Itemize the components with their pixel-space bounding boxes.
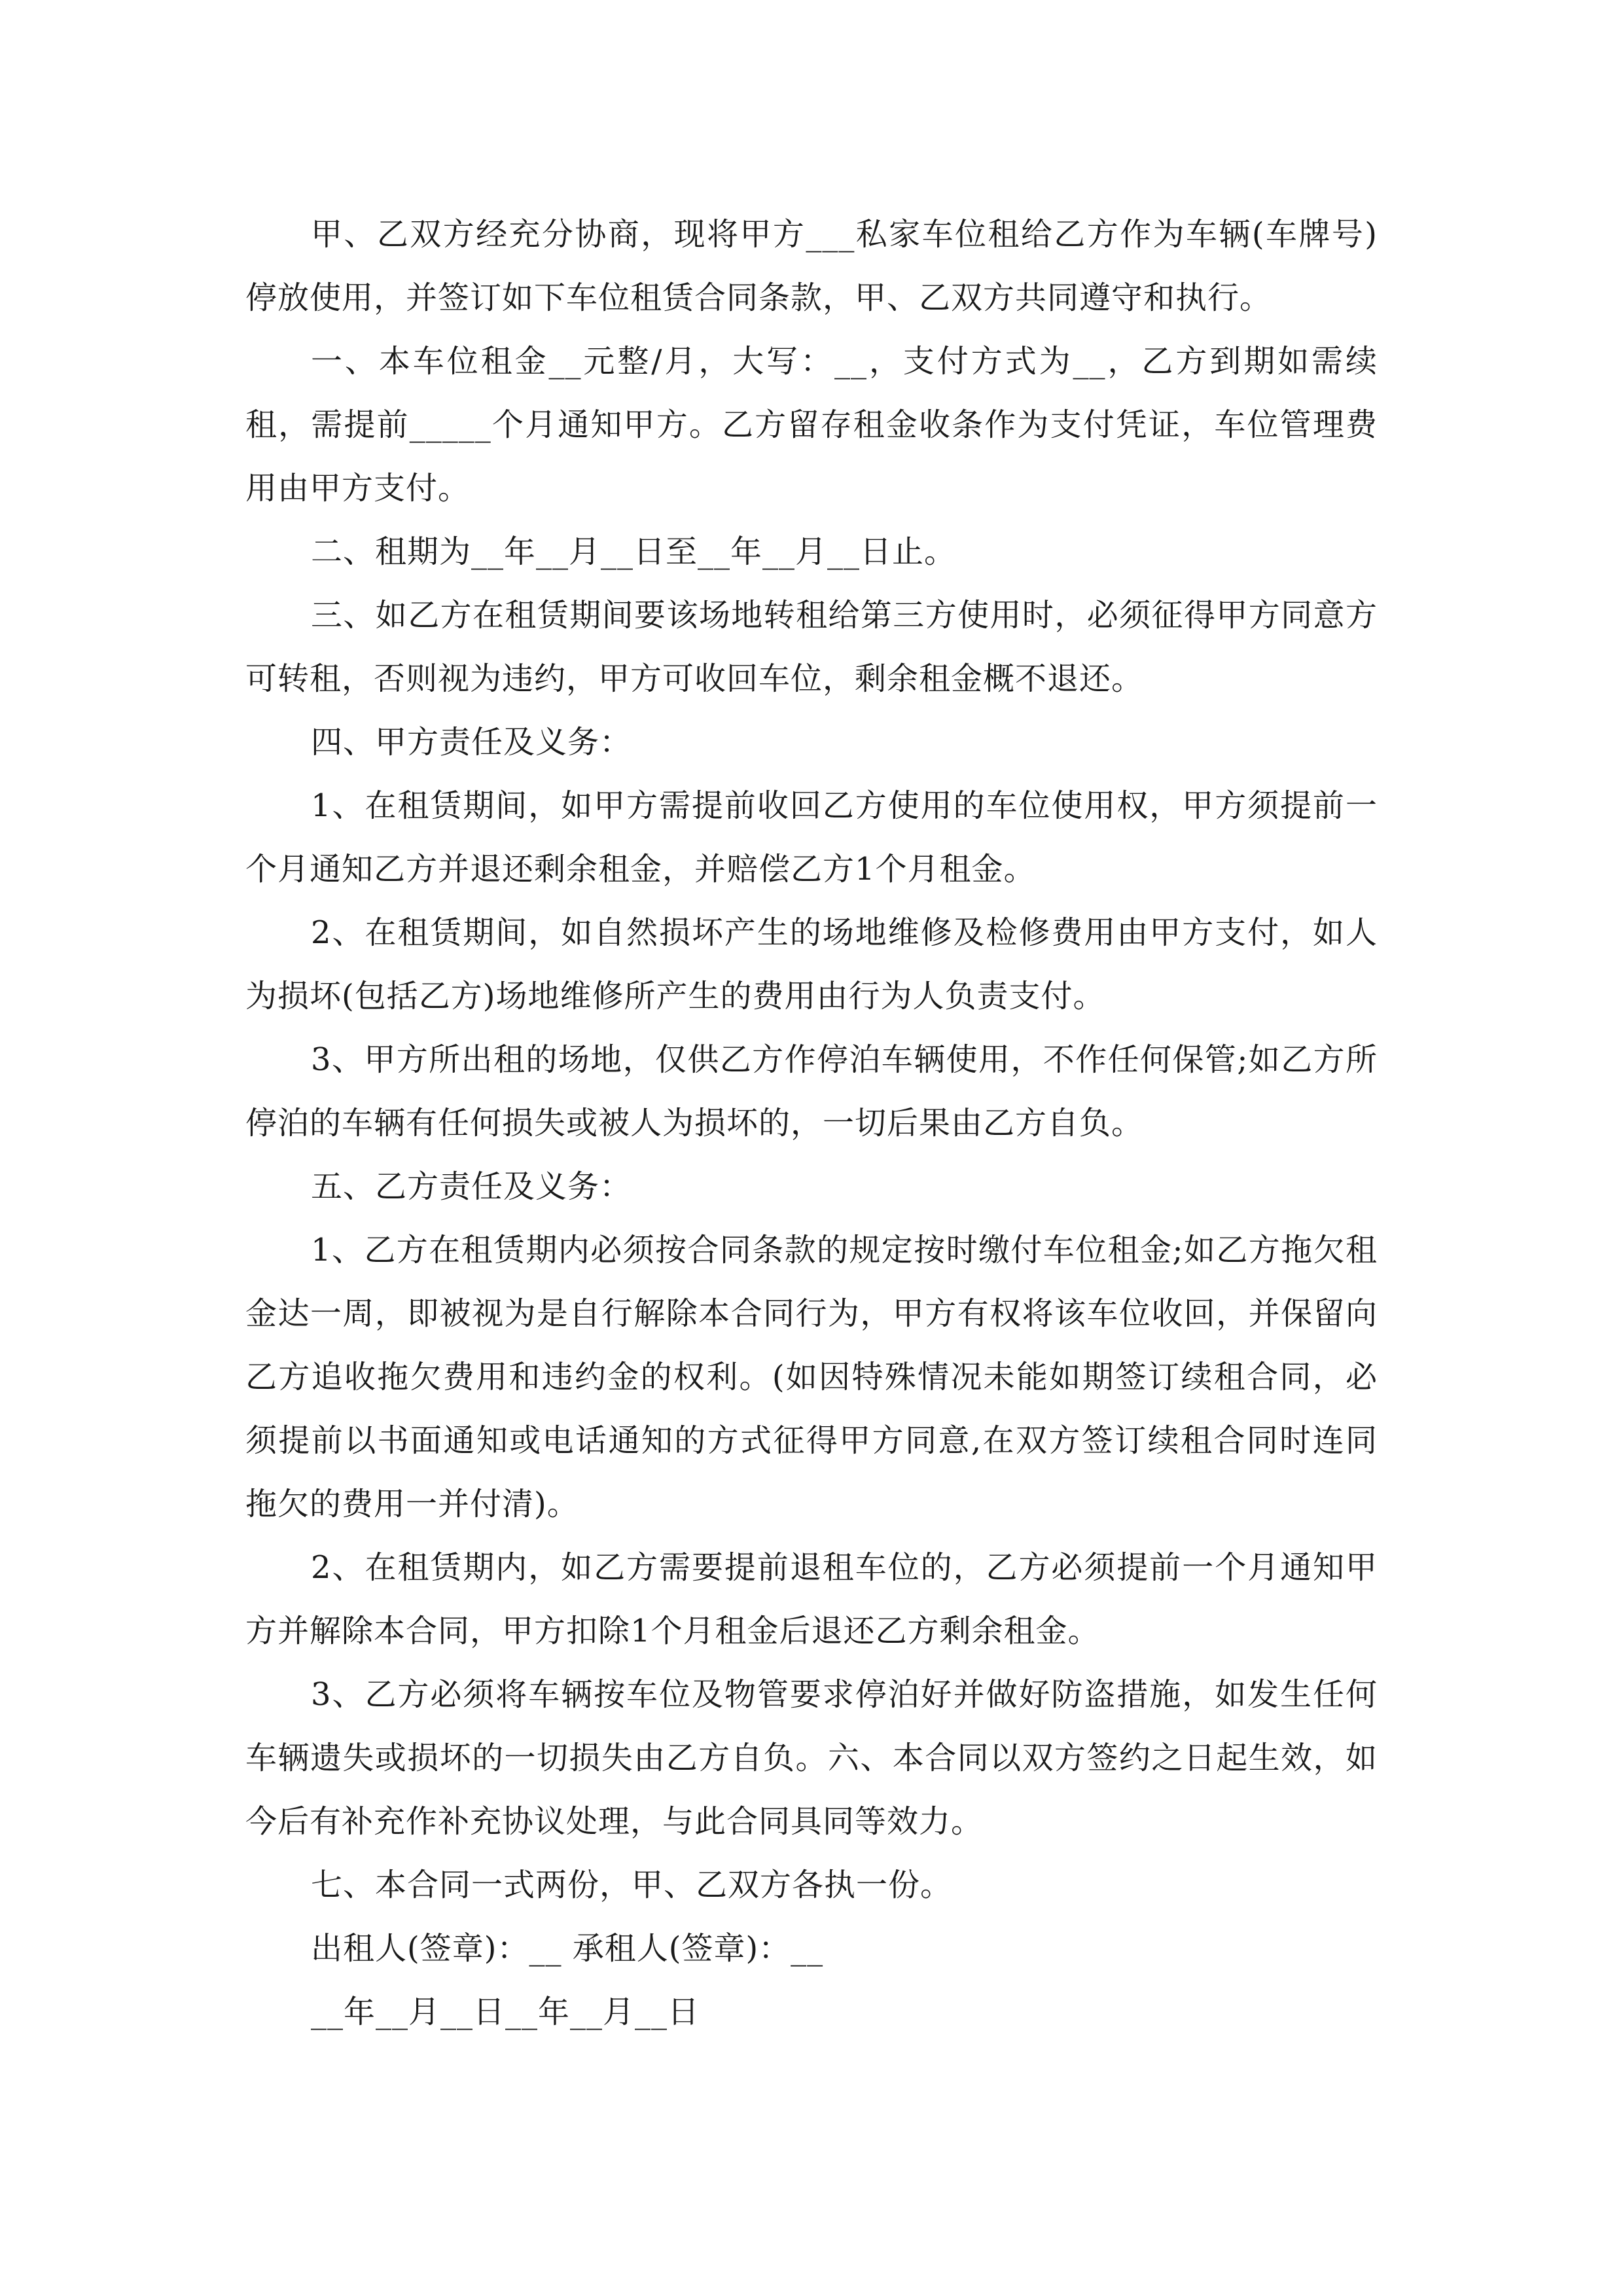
paragraph-party-b-1: 1、乙方在租赁期内必须按合同条款的规定按时缴付车位租金;如乙方拖欠租金达一周，即被视为是自行解除本合同行为，甲方有权将该车位收回，并保留向乙方追收拖欠费用和违约金的权利。(如因特殊情况未能如期签订续租合同，必须提前以书面通知或电话通知的方式征得甲方同意,在双方签订续租合同时连同拖欠的费用一并付清)。 [245, 1232, 1378, 1522]
section-heading-party-a: 四、甲方责任及义务： [311, 724, 632, 761]
paragraph-intro: 甲、乙双方经充分协商，现将甲方___私家车位租给乙方作为车辆(车牌号)停放使用，并签订如下车位租赁合同条款，甲、乙双方共同遵守和执行。 [245, 216, 1378, 316]
paragraph-clause-2-term: 二、租期为__年__月__日至__年__月__日止。 [311, 533, 957, 570]
paragraph-clause-3-sublease: 三、如乙方在租赁期间要该场地转租给第三方使用时，必须征得甲方同意方可转租，否则视为违约，甲方可收回车位，剩余租金概不退还。 [245, 597, 1378, 697]
paragraph-party-b-3: 3、乙方必须将车辆按车位及物管要求停泊好并做好防盗措施，如发生任何车辆遗失或损坏的一切损失由乙方自负。六、本合同以双方签约之日起生效，如今后有补充作补充协议处理，与此合同具同等效力。 [245, 1676, 1378, 1840]
signature-line: 出租人(签章)：__ 承租人(签章)：__ [311, 1930, 824, 1967]
paragraph-party-b-2: 2、在租赁期内，如乙方需要提前退租车位的，乙方必须提前一个月通知甲方并解除本合同，甲方扣除1个月租金后退还乙方剩余租金。 [245, 1549, 1378, 1649]
paragraph-party-a-2: 2、在租赁期间，如自然损坏产生的场地维修及检修费用由甲方支付，如人为损坏(包括乙方)场地维修所产生的费用由行为人负责支付。 [245, 914, 1378, 1014]
paragraph-clause-7-copies: 七、本合同一式两份，甲、乙双方各执一份。 [311, 1867, 953, 1903]
date-line: __年__月__日__年__月__日 [311, 1994, 700, 2030]
section-heading-party-b: 五、乙方责任及义务： [311, 1168, 632, 1205]
paragraph-clause-1-rent: 一、本车位租金__元整/月，大写：__，支付方式为__，乙方到期如需续租，需提前_____个月通知甲方。乙方留存租金收条作为支付凭证，车位管理费用由甲方支付。 [245, 343, 1378, 507]
paragraph-party-a-3: 3、甲方所出租的场地，仅供乙方作停泊车辆使用，不作任何保管;如乙方所停泊的车辆有任何损失或被人为损坏的，一切后果由乙方自负。 [245, 1041, 1378, 1141]
contract-body [245, 203, 1378, 2044]
paragraph-party-a-1: 1、在租赁期间，如甲方需提前收回乙方使用的车位使用权，甲方须提前一个月通知乙方并退还剩余租金，并赔偿乙方1个月租金。 [245, 787, 1378, 888]
